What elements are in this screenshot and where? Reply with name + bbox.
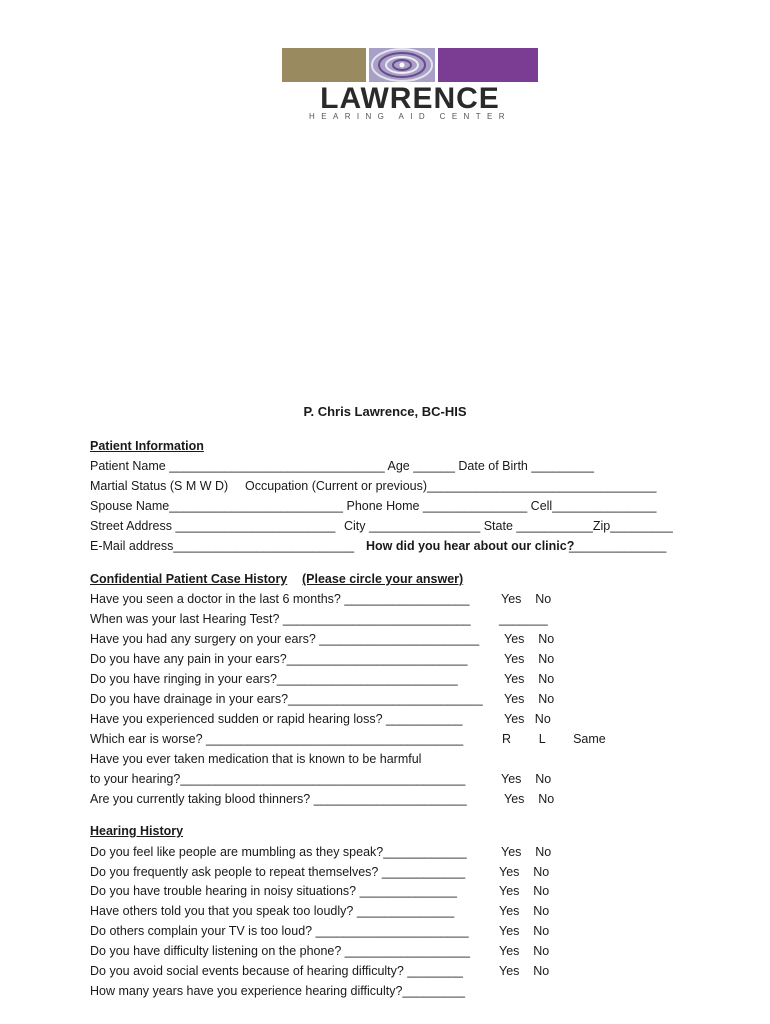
case-question: Have you experienced sudden or rapid hearing loss? ___________ (90, 712, 463, 726)
hearing-answer[interactable]: Yes No (499, 884, 550, 898)
case-question: When was your last Hearing Test? ___________________________ (90, 612, 471, 626)
case-answer[interactable]: Yes No (504, 692, 555, 706)
case-answer[interactable]: Yes No (504, 792, 555, 806)
logo-swirl-icon (369, 48, 435, 82)
case-history-instruction: (Please circle your answer) (302, 572, 464, 586)
hearing-question: Do others complain your TV is too loud? ______________________ (90, 924, 469, 938)
case-question: Have you seen a doctor in the last 6 months? __________________ (90, 592, 470, 606)
occupation-field[interactable]: Occupation (Current or previous)_________________________________ (245, 479, 657, 493)
case-question: Do you have ringing in your ears?__________________________ (90, 672, 458, 686)
hearing-question: Do you avoid social events because of hearing difficulty? ________ (90, 964, 463, 978)
case-answer[interactable]: Yes No (504, 652, 555, 666)
case-question: Have you ever taken medication that is known to be harmful (90, 752, 422, 766)
case-answer[interactable]: Yes No (504, 632, 555, 646)
case-answer[interactable]: Yes No (501, 772, 552, 786)
case-question: Have you had any surgery on your ears? _______________________ (90, 632, 480, 646)
case-answer[interactable]: _______ (499, 612, 548, 626)
case-question: Which ear is worse? _____________________________________ (90, 732, 464, 746)
marital-status-field[interactable]: Martial Status (S M W D) (90, 479, 229, 493)
hearing-answer[interactable]: Yes No (499, 924, 550, 938)
case-history-heading: Confidential Patient Case History (90, 572, 288, 586)
lawrence-logo (282, 46, 538, 120)
hearing-answer[interactable]: Yes No (499, 904, 550, 918)
referral-question: How did you hear about our clinic? (366, 539, 575, 553)
logo-purple-block (438, 48, 538, 82)
logo-tagline: HEARING AID CENTER (309, 112, 511, 121)
hearing-question: How many years have you experience hearing difficulty?_________ (90, 984, 466, 998)
case-answer[interactable]: Yes No (504, 672, 555, 686)
street-address-field[interactable]: Street Address _______________________ (90, 519, 336, 533)
hearing-question: Do you feel like people are mumbling as they speak?____________ (90, 845, 467, 859)
hearing-question: Have others told you that you speak too loudly? ______________ (90, 904, 455, 918)
case-answer[interactable]: Yes No (501, 592, 552, 606)
case-question: Do you have drainage in your ears?____________________________ (90, 692, 483, 706)
city-state-zip-field[interactable]: City ________________ State ___________Zip_________ (344, 519, 673, 533)
page-title: P. Chris Lawrence, BC-HIS (303, 404, 467, 419)
hearing-answer[interactable]: Yes No (501, 845, 552, 859)
hearing-answer[interactable]: Yes No (499, 865, 550, 879)
patient-name-field[interactable]: Patient Name _______________________________ Age ______ Date of Birth _________ (90, 459, 594, 473)
referral-field[interactable]: ______________ (569, 539, 667, 553)
case-answer[interactable]: R L Same (502, 732, 606, 746)
hearing-answer[interactable]: Yes No (499, 944, 550, 958)
case-question: to your hearing?_________________________________________ (90, 772, 466, 786)
hearing-question: Do you have trouble hearing in noisy situations? ______________ (90, 884, 457, 898)
spouse-phone-field[interactable]: Spouse Name_________________________ Phone Home _______________ Cell_______________ (90, 499, 657, 513)
hearing-history-heading: Hearing History (90, 824, 184, 838)
case-question: Do you have any pain in your ears?__________________________ (90, 652, 468, 666)
case-answer[interactable]: Yes No (504, 712, 551, 726)
case-question: Are you currently taking blood thinners? ______________________ (90, 792, 467, 806)
patient-info-heading: Patient Information (90, 439, 204, 453)
logo-gold-block (282, 48, 366, 82)
hearing-answer[interactable]: Yes No (499, 964, 550, 978)
hearing-question: Do you have difficulty listening on the phone? __________________ (90, 944, 470, 958)
email-field[interactable]: E-Mail address__________________________ (90, 539, 355, 553)
logo-wordmark: LAWRENCE (320, 82, 500, 115)
hearing-question: Do you frequently ask people to repeat themselves? ____________ (90, 865, 466, 879)
